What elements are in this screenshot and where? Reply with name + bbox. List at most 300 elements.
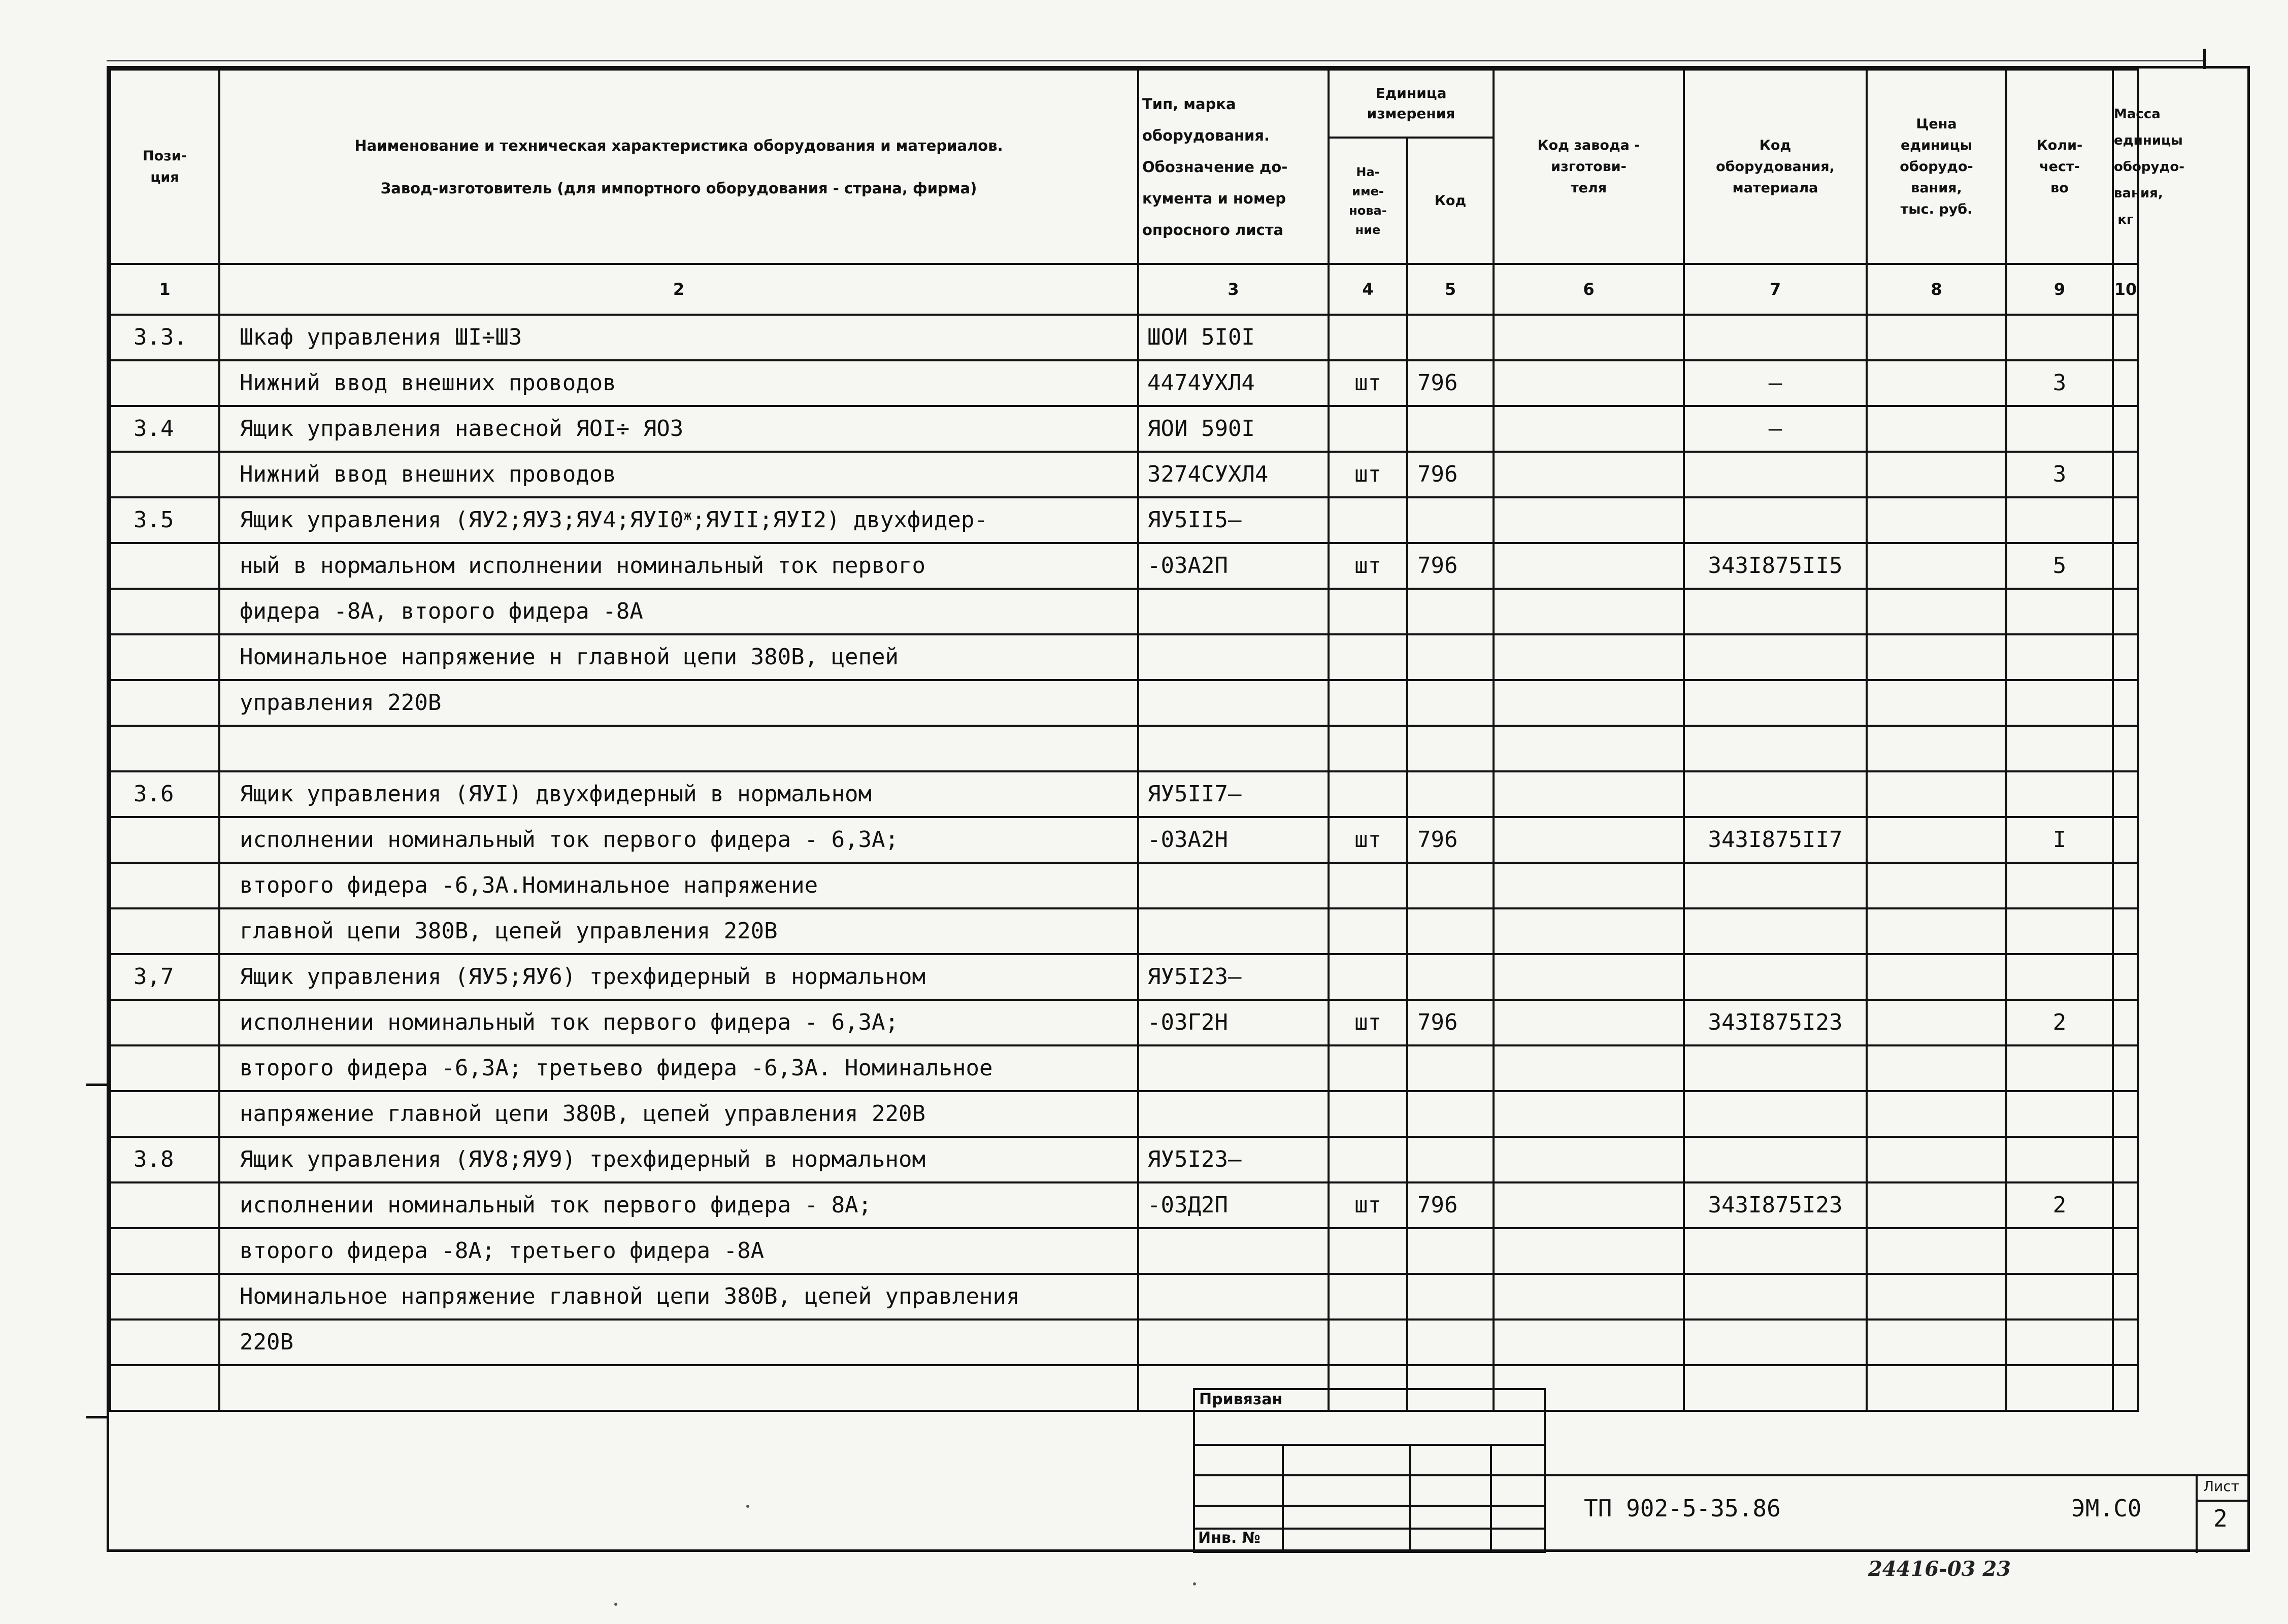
- unit-code-cell: [1407, 406, 1494, 452]
- plant-code-cell: [1494, 1274, 1684, 1319]
- plant-code-cell: [1494, 452, 1684, 497]
- quantity-cell: [2006, 634, 2113, 680]
- unit-code-cell: [1407, 1137, 1494, 1182]
- plant-code-cell: [1494, 1228, 1684, 1274]
- mass-cell: [2113, 1091, 2138, 1137]
- equipment-code-cell: 343I875II5: [1684, 543, 1867, 589]
- equipment-code-cell: [1684, 1091, 1867, 1137]
- type-cell: [1138, 1091, 1329, 1137]
- document-code: ТП 902-5-35.86: [1584, 1495, 1781, 1522]
- header-position: Пози- ция: [110, 70, 219, 264]
- unit-name-cell: [1329, 908, 1407, 954]
- table-row: [110, 1182, 2138, 1228]
- equipment-code-cell: 343I875II7: [1684, 817, 1867, 863]
- unit-code-cell: [1407, 315, 1494, 360]
- mass-cell: [2113, 315, 2138, 360]
- specification-table: [109, 69, 2185, 1412]
- mass-cell: [2113, 1228, 2138, 1274]
- header-name: Наименование и техническая характеристика оборудования и материалов. Завод-изготовитель (для импортного оборудования - страна, фирма): [219, 70, 1138, 264]
- equipment-code-cell: [1684, 1137, 1867, 1182]
- position-cell: 3.3.: [110, 315, 219, 360]
- name-cell: управления 220В: [219, 680, 1138, 726]
- mass-cell: [2113, 1319, 2138, 1365]
- name-cell: главной цепи 380В, цепей управления 220В: [219, 908, 1138, 954]
- price-cell: [1867, 1091, 2006, 1137]
- quantity-cell: [2006, 1091, 2113, 1137]
- table-row: [110, 680, 2138, 726]
- equipment-code-cell: 343I875I23: [1684, 1182, 1867, 1228]
- name-cell: 220В: [219, 1319, 1138, 1365]
- name-text: Ящик управления (ЯУ2;ЯУ3;ЯУ4;ЯУI0: [240, 507, 684, 533]
- table-row: [110, 954, 2138, 1000]
- header-unit-name: На- име- нова- ние: [1329, 138, 1407, 264]
- quantity-cell: I: [2006, 817, 2113, 863]
- header-unit-group: Единица измерения: [1329, 70, 1494, 138]
- plant-code-cell: [1494, 1137, 1684, 1182]
- position-cell: [110, 1045, 219, 1091]
- quantity-cell: 3: [2006, 360, 2113, 406]
- position-cell: 3,7: [110, 954, 219, 1000]
- position-cell: [110, 908, 219, 954]
- quantity-cell: [2006, 726, 2113, 771]
- plant-code-cell: [1494, 634, 1684, 680]
- table-row: [110, 1137, 2138, 1182]
- sheet-number: 2: [2213, 1505, 2228, 1532]
- plant-code-cell: [1494, 589, 1684, 634]
- unit-code-cell: 796: [1407, 1000, 1494, 1045]
- name-cell: напряжение главной цепи 380В, цепей управления 220В: [219, 1091, 1138, 1137]
- name-cell: Ящик управления (ЯУI) двухфидерный в нормальном: [219, 771, 1138, 817]
- price-cell: [1867, 360, 2006, 406]
- margin-tick: [86, 1416, 107, 1418]
- name-cell: исполнении номинальный ток первого фидера - 6,3А;: [219, 817, 1138, 863]
- unit-code-cell: [1407, 771, 1494, 817]
- type-cell: [1138, 863, 1329, 908]
- equipment-code-cell: [1684, 771, 1867, 817]
- plant-code-cell: [1494, 315, 1684, 360]
- plant-code-cell: [1494, 497, 1684, 543]
- top-rule: [107, 60, 2203, 61]
- unit-name-cell: [1329, 1274, 1407, 1319]
- quantity-cell: [2006, 589, 2113, 634]
- unit-name-cell: [1329, 1045, 1407, 1091]
- table-row: [110, 908, 2138, 954]
- position-cell: [110, 1228, 219, 1274]
- stamp-vline: [1282, 1444, 1284, 1553]
- equipment-code-cell: –: [1684, 406, 1867, 452]
- equipment-code-cell: [1684, 863, 1867, 908]
- name-cell: Ящик управления (ЯУ5;ЯУ6) трехфидерный в нормальном: [219, 954, 1138, 1000]
- mass-cell: [2113, 543, 2138, 589]
- unit-code-cell: 796: [1407, 543, 1494, 589]
- unit-name-cell: [1329, 771, 1407, 817]
- plant-code-cell: [1494, 406, 1684, 452]
- stamp-vline: [1490, 1444, 1492, 1553]
- type-cell: -03Д2П: [1138, 1182, 1329, 1228]
- speck: [1193, 1582, 1196, 1585]
- plant-code-cell: [1494, 908, 1684, 954]
- speck: [746, 1505, 749, 1508]
- type-cell: [1138, 908, 1329, 954]
- position-cell: [110, 360, 219, 406]
- unit-name-cell: [1329, 1137, 1407, 1182]
- plant-code-cell: [1494, 1182, 1684, 1228]
- type-cell: [1138, 680, 1329, 726]
- column-number: 2: [219, 264, 1138, 315]
- quantity-cell: [2006, 1228, 2113, 1274]
- plant-code-cell: [1494, 1091, 1684, 1137]
- price-cell: [1867, 1137, 2006, 1182]
- position-cell: [110, 589, 219, 634]
- name-cell: исполнении номинальный ток первого фидера - 6,3А;: [219, 1000, 1138, 1045]
- quantity-cell: 2: [2006, 1000, 2113, 1045]
- table-row: [110, 1000, 2138, 1045]
- mass-cell: [2113, 452, 2138, 497]
- mass-cell: [2113, 908, 2138, 954]
- column-number: 8: [1867, 264, 2006, 315]
- unit-code-cell: [1407, 1274, 1494, 1319]
- type-cell: [1138, 1319, 1329, 1365]
- name-cell: [219, 726, 1138, 771]
- unit-code-cell: [1407, 726, 1494, 771]
- table-row: [110, 771, 2138, 817]
- position-cell: 3.8: [110, 1137, 219, 1182]
- plant-code-cell: [1494, 1319, 1684, 1365]
- position-cell: [110, 1182, 219, 1228]
- quantity-cell: [2006, 680, 2113, 726]
- unit-name-cell: [1329, 497, 1407, 543]
- price-cell: [1867, 863, 2006, 908]
- mass-cell: [2113, 726, 2138, 771]
- unit-name-cell: шт: [1329, 452, 1407, 497]
- quantity-cell: [2006, 315, 2113, 360]
- quantity-cell: [2006, 1319, 2113, 1365]
- position-cell: [110, 726, 219, 771]
- mass-cell: [2113, 497, 2138, 543]
- position-cell: [110, 543, 219, 589]
- price-cell: [1867, 406, 2006, 452]
- table-row: [110, 589, 2138, 634]
- equipment-code-cell: [1684, 1365, 1867, 1411]
- unit-name-cell: шт: [1329, 360, 1407, 406]
- price-cell: [1867, 589, 2006, 634]
- plant-code-cell: [1494, 863, 1684, 908]
- quantity-cell: [2006, 1274, 2113, 1319]
- price-cell: [1867, 1045, 2006, 1091]
- unit-code-cell: [1407, 634, 1494, 680]
- unit-name-cell: шт: [1329, 817, 1407, 863]
- quantity-cell: [2006, 406, 2113, 452]
- unit-code-cell: 796: [1407, 1182, 1494, 1228]
- position-cell: [110, 1319, 219, 1365]
- unit-code-cell: [1407, 908, 1494, 954]
- plant-code-cell: [1494, 954, 1684, 1000]
- price-cell: [1867, 954, 2006, 1000]
- type-cell: 4474УХЛ4: [1138, 360, 1329, 406]
- unit-name-cell: [1329, 589, 1407, 634]
- type-cell: -03Г2Н: [1138, 1000, 1329, 1045]
- stamp-vline: [1409, 1444, 1411, 1553]
- unit-name-cell: [1329, 1319, 1407, 1365]
- position-cell: [110, 1000, 219, 1045]
- column-number: 7: [1684, 264, 1867, 315]
- name-cell: [219, 497, 1138, 543]
- plant-code-cell: [1494, 543, 1684, 589]
- price-cell: [1867, 497, 2006, 543]
- quantity-cell: [2006, 908, 2113, 954]
- header-plant-code: Код завода - изготови- теля: [1494, 70, 1684, 264]
- mass-cell: [2113, 1365, 2138, 1411]
- position-cell: [110, 1091, 219, 1137]
- stamp-rule: [1193, 1505, 1546, 1507]
- equipment-code-cell: [1684, 634, 1867, 680]
- unit-name-cell: [1329, 680, 1407, 726]
- unit-name-cell: [1329, 634, 1407, 680]
- price-cell: [1867, 817, 2006, 863]
- header-price: Цена единицы оборудо- вания, тыс. руб.: [1867, 70, 2006, 264]
- header-quantity: Коли- чест- во: [2006, 70, 2113, 264]
- column-number-row: [110, 264, 2138, 315]
- name-cell: Нижний ввод внешних проводов: [219, 452, 1138, 497]
- equipment-code-cell: [1684, 589, 1867, 634]
- mass-cell: [2113, 680, 2138, 726]
- sheet-label: Лист: [2203, 1478, 2239, 1495]
- position-cell: [110, 1274, 219, 1319]
- document-mark: ЭМ.С0: [2071, 1495, 2142, 1522]
- plant-code-cell: [1494, 726, 1684, 771]
- unit-code-cell: [1407, 497, 1494, 543]
- unit-name-cell: шт: [1329, 543, 1407, 589]
- plant-code-cell: [1494, 1000, 1684, 1045]
- mass-cell: [2113, 634, 2138, 680]
- name-cell: второго фидера -8А; третьего фидера -8А: [219, 1228, 1138, 1274]
- type-cell: ШОИ 5I0I: [1138, 315, 1329, 360]
- name-cell: Номинальное напряжение н главной цепи 380В, цепей: [219, 634, 1138, 680]
- column-number: 9: [2006, 264, 2113, 315]
- unit-name-cell: [1329, 726, 1407, 771]
- equipment-code-cell: [1684, 726, 1867, 771]
- equipment-code-cell: –: [1684, 360, 1867, 406]
- name-cell: [219, 1365, 1138, 1411]
- mass-cell: [2113, 1000, 2138, 1045]
- equipment-code-cell: [1684, 908, 1867, 954]
- equipment-code-cell: [1684, 1228, 1867, 1274]
- table-row: [110, 1319, 2138, 1365]
- equipment-code-cell: [1684, 954, 1867, 1000]
- column-number: 5: [1407, 264, 1494, 315]
- unit-code-cell: [1407, 1319, 1494, 1365]
- column-number: 1: [110, 264, 219, 315]
- equipment-code-cell: [1684, 1319, 1867, 1365]
- mass-cell: [2113, 1045, 2138, 1091]
- price-cell: [1867, 1274, 2006, 1319]
- unit-code-cell: [1407, 954, 1494, 1000]
- type-cell: ЯУ5II5–: [1138, 497, 1329, 543]
- quantity-cell: [2006, 1137, 2113, 1182]
- table-row: [110, 1091, 2138, 1137]
- price-cell: [1867, 543, 2006, 589]
- table-row: [110, 1274, 2138, 1319]
- handwritten-archive-number: 24416-03 23: [1868, 1557, 2011, 1581]
- unit-name-cell: [1329, 1228, 1407, 1274]
- plant-code-cell: [1494, 360, 1684, 406]
- name-cell: второго фидера -6,3А.Номинальное напряжение: [219, 863, 1138, 908]
- table-row: [110, 406, 2138, 452]
- unit-code-cell: [1407, 589, 1494, 634]
- price-cell: [1867, 680, 2006, 726]
- price-cell: [1867, 1000, 2006, 1045]
- price-cell: [1867, 1365, 2006, 1411]
- type-cell: ЯОИ 590I: [1138, 406, 1329, 452]
- mass-cell: [2113, 863, 2138, 908]
- name-cell: ный в нормальном исполнении номинальный ток первого: [219, 543, 1138, 589]
- quantity-cell: 2: [2006, 1182, 2113, 1228]
- equipment-code-cell: [1684, 1274, 1867, 1319]
- header-unit-code: Код: [1407, 138, 1494, 264]
- column-number: 4: [1329, 264, 1407, 315]
- position-cell: 3.5: [110, 497, 219, 543]
- plant-code-cell: [1494, 1045, 1684, 1091]
- table-row: [110, 543, 2138, 589]
- price-cell: [1867, 1182, 2006, 1228]
- position-cell: [110, 863, 219, 908]
- table-row: [110, 1045, 2138, 1091]
- unit-code-cell: [1407, 1228, 1494, 1274]
- quantity-cell: [2006, 497, 2113, 543]
- equipment-code-cell: [1684, 680, 1867, 726]
- name-cell: Шкаф управления ШI÷Ш3: [219, 315, 1138, 360]
- name-text: ;ЯУII;ЯУI2) двухфидер-: [692, 507, 988, 533]
- position-cell: 3.6: [110, 771, 219, 817]
- price-cell: [1867, 1319, 2006, 1365]
- unit-name-cell: шт: [1329, 1000, 1407, 1045]
- price-cell: [1867, 634, 2006, 680]
- price-cell: [1867, 726, 2006, 771]
- header-type: Тип, марка оборудования. Обозначение до- кумента и номер опросного листа: [1138, 70, 1329, 264]
- unit-name-cell: [1329, 406, 1407, 452]
- stamp-rule: [1193, 1474, 1546, 1476]
- price-cell: [1867, 908, 2006, 954]
- unit-name-cell: [1329, 863, 1407, 908]
- type-cell: -03А2Н: [1138, 817, 1329, 863]
- table-row: [110, 634, 2138, 680]
- quantity-cell: [2006, 954, 2113, 1000]
- quantity-cell: [2006, 1365, 2113, 1411]
- name-cell: второго фидера -6,3А; третьево фидера -6,3А. Номинальное: [219, 1045, 1138, 1091]
- inventory-label: Инв. №: [1198, 1529, 1261, 1547]
- type-cell: [1138, 1045, 1329, 1091]
- mass-cell: [2113, 589, 2138, 634]
- type-cell: 3274СУХЛ4: [1138, 452, 1329, 497]
- header-row: [110, 70, 2138, 138]
- mass-cell: [2113, 1137, 2138, 1182]
- unit-name-cell: шт: [1329, 1182, 1407, 1228]
- type-cell: [1138, 1274, 1329, 1319]
- bound-label: Привязан: [1199, 1391, 1283, 1408]
- header-mass: Масса единицы оборудо- вания, кг: [2113, 70, 2138, 264]
- plant-code-cell: [1494, 680, 1684, 726]
- footnote-mark: ж: [683, 507, 692, 524]
- table-row: [110, 1228, 2138, 1274]
- sheet-box-rule: [2196, 1500, 2250, 1502]
- plant-code-cell: [1494, 771, 1684, 817]
- quantity-cell: [2006, 863, 2113, 908]
- table-row: [110, 315, 2138, 360]
- position-cell: [110, 634, 219, 680]
- type-cell: [1138, 726, 1329, 771]
- table-row: [110, 863, 2138, 908]
- unit-code-cell: 796: [1407, 360, 1494, 406]
- unit-code-cell: 796: [1407, 817, 1494, 863]
- table-row: [110, 1365, 2138, 1411]
- unit-code-cell: [1407, 1045, 1494, 1091]
- price-cell: [1867, 1228, 2006, 1274]
- unit-name-cell: [1329, 1091, 1407, 1137]
- quantity-cell: [2006, 1045, 2113, 1091]
- table-row: [110, 726, 2138, 771]
- position-cell: [110, 680, 219, 726]
- unit-code-cell: 796: [1407, 452, 1494, 497]
- plant-code-cell: [1494, 817, 1684, 863]
- name-cell: Номинальное напряжение главной цепи 380В, цепей управления: [219, 1274, 1138, 1319]
- equipment-code-cell: [1684, 452, 1867, 497]
- equipment-code-cell: 343I875I23: [1684, 1000, 1867, 1045]
- equipment-code-cell: [1684, 1045, 1867, 1091]
- position-cell: 3.4: [110, 406, 219, 452]
- table-row: [110, 817, 2138, 863]
- price-cell: [1867, 315, 2006, 360]
- type-cell: ЯУ5I23–: [1138, 1137, 1329, 1182]
- type-cell: [1138, 634, 1329, 680]
- column-number: 3: [1138, 264, 1329, 315]
- equipment-code-cell: [1684, 497, 1867, 543]
- mass-cell: [2113, 406, 2138, 452]
- unit-code-cell: [1407, 680, 1494, 726]
- unit-code-cell: [1407, 1091, 1494, 1137]
- margin-tick: [86, 1084, 107, 1086]
- mass-cell: [2113, 1274, 2138, 1319]
- column-number: 6: [1494, 264, 1684, 315]
- stamp-rule: [1193, 1444, 1546, 1446]
- speck: [614, 1603, 617, 1606]
- mass-cell: [2113, 1182, 2138, 1228]
- mass-cell: [2113, 360, 2138, 406]
- type-cell: [1138, 1228, 1329, 1274]
- type-cell: -03А2П: [1138, 543, 1329, 589]
- unit-name-cell: [1329, 954, 1407, 1000]
- type-cell: ЯУ5I23–: [1138, 954, 1329, 1000]
- unit-name-cell: [1329, 315, 1407, 360]
- quantity-cell: 3: [2006, 452, 2113, 497]
- position-cell: [110, 1365, 219, 1411]
- unit-code-cell: [1407, 863, 1494, 908]
- mass-cell: [2113, 771, 2138, 817]
- name-cell: Ящик управления навесной ЯОI÷ ЯО3: [219, 406, 1138, 452]
- type-cell: ЯУ5II7–: [1138, 771, 1329, 817]
- equipment-code-cell: [1684, 315, 1867, 360]
- table-row: [110, 452, 2138, 497]
- price-cell: [1867, 771, 2006, 817]
- mass-cell: [2113, 954, 2138, 1000]
- name-cell: исполнении номинальный ток первого фидера - 8А;: [219, 1182, 1138, 1228]
- table-row: [110, 360, 2138, 406]
- price-cell: [1867, 452, 2006, 497]
- position-cell: [110, 817, 219, 863]
- mass-cell: [2113, 817, 2138, 863]
- name-cell: фидера -8А, второго фидера -8А: [219, 589, 1138, 634]
- table-row: [110, 497, 2138, 543]
- name-cell: Ящик управления (ЯУ8;ЯУ9) трехфидерный в нормальном: [219, 1137, 1138, 1182]
